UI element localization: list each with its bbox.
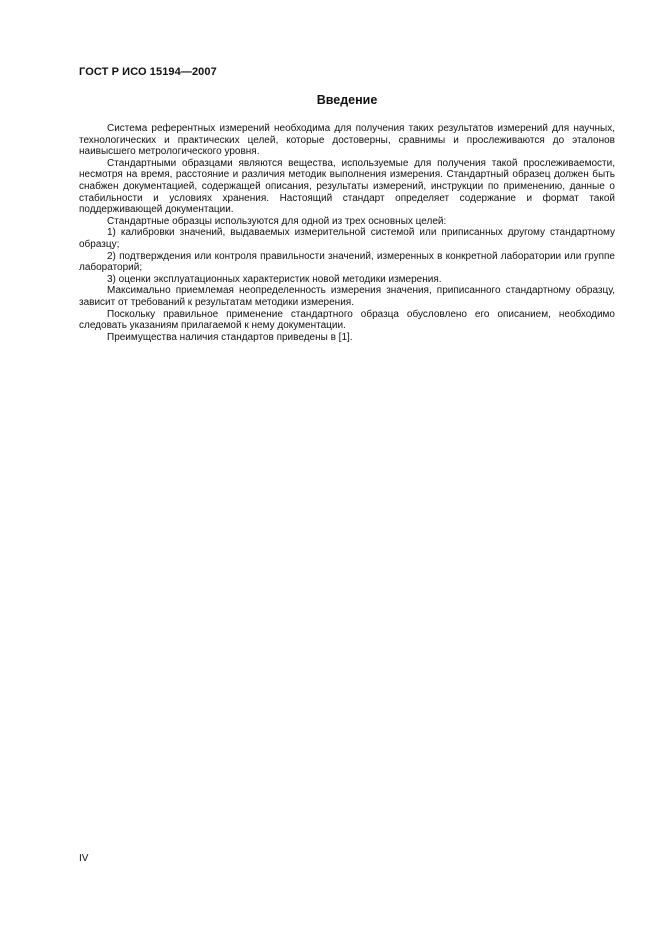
introduction-body <box>79 123 615 343</box>
list-item: 1) калибровки значений, выдаваемых измерительной системой или приписанных другому стандартному образцу; <box>79 227 615 250</box>
document-code: ГОСТ Р ИСО 15194—2007 <box>79 66 217 78</box>
paragraph: Система референтных измерений необходима для получения таких результатов измерений для научных, технологических и практических целей, которые достоверны, сравнимы и прослеживаются до эталонов наивысшего метрологического уровня. <box>79 123 615 158</box>
paragraph: Поскольку правильное применение стандартного образца обусловлено его описанием, необходимо следовать указаниям прилагаемой к нему документации. <box>79 308 615 332</box>
page-number: IV <box>79 853 89 864</box>
paragraph: Стандартными образцами являются вещества, используемые для получения такой прослеживаемости, несмотря на время, расстояние и различия методик выполнения измерения. Стандартный образец должен быть снабжен документацией, содержащей описания, результаты измерений, инструкции по применению, данные о стабильности и условиях хранения. Настоящий стандарт определяет содержание и формат такой поддерживающей документации. <box>79 157 615 216</box>
list-item: 3) оценки эксплуатационных характеристик новой методики измерения. <box>107 273 442 285</box>
paragraph: Максимально приемлемая неопределенность измерения значения, приписанного стандартному образцу, зависит от требований к результатам методики измерения. <box>79 285 615 308</box>
section-title: Введение <box>316 93 378 107</box>
paragraph: Преимущества наличия стандартов приведены в [1]. <box>107 331 353 343</box>
list-item: 2) подтверждения или контроля правильности значений, измеренных в конкретной лаборатории или группе лабораторий; <box>79 250 615 274</box>
paragraph: Стандартные образцы используются для одной из трех основных целей: <box>107 215 447 227</box>
